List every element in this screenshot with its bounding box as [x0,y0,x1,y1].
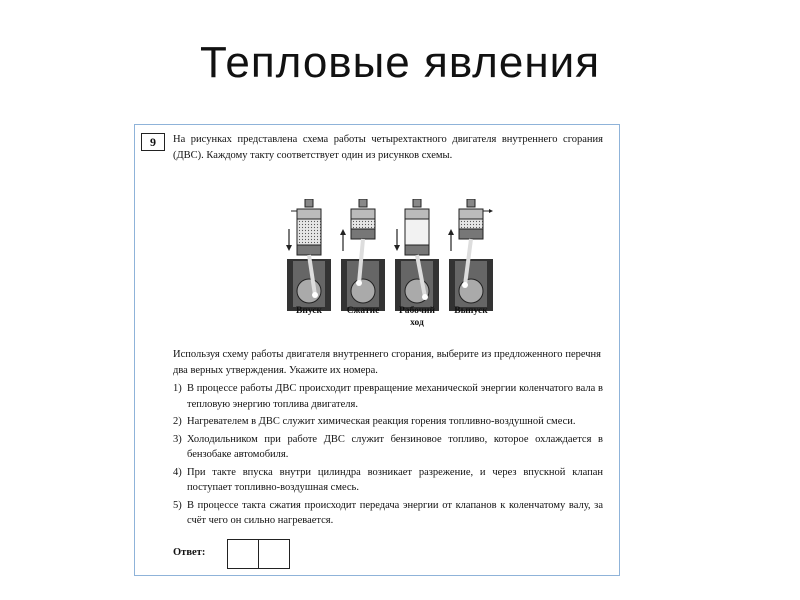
option-3: 3) Холодильником при работе ДВС служит бензиновое топливо, которое охлаждается в бензобаке автомобиля. [173,433,603,460]
answer-cell-2[interactable] [258,539,290,569]
answer-label: Ответ: [173,547,206,558]
task-intro: На рисунках представлена схема работы четырехтактного двигателя внутреннего сгорания (ДВС). Каждому такту соответствует один из рисунков схемы. [173,134,603,161]
engine-power [394,199,439,311]
option-2: 2) Нагревателем в ДВС служит химическая реакция горения топливно-воздушной смеси. [173,416,576,427]
stroke-label-exhaust: Выпуск [454,306,488,316]
options-list [173,381,603,531]
option-4: 4) При такте впуска внутри цилиндра возникает разрежение, и через впускной клапан поступает топливно-воздушная смесь. [173,466,603,493]
task-number: 9 [141,133,165,151]
engine-exhaust [448,199,493,311]
stroke-label-power: Рабочий ход [399,306,435,328]
option-5: 5) В процессе такта сжатия происходит передача энергии от клапанов к коленчатому валу, за счёт чего он сильно нагревается. [173,499,603,526]
slide-title: Тепловые явления [199,38,601,87]
stroke-label-intake: Впуск [296,306,322,316]
answer-cell-1[interactable] [227,539,259,569]
engine-compression [340,199,385,311]
task-card [134,124,620,576]
stroke-label-compression: Сжатие [346,306,380,316]
task-question: Используя схему работы двигателя внутреннего сгорания, выберите из предложенного перечня два верных утверждения. Укажите их номера. [173,349,601,376]
engine-intake [286,199,331,311]
option-1: 1) В процессе работы ДВС происходит превращение механической энергии коленчатого вала в тепловую энергию топлива двигателя. [173,383,603,410]
